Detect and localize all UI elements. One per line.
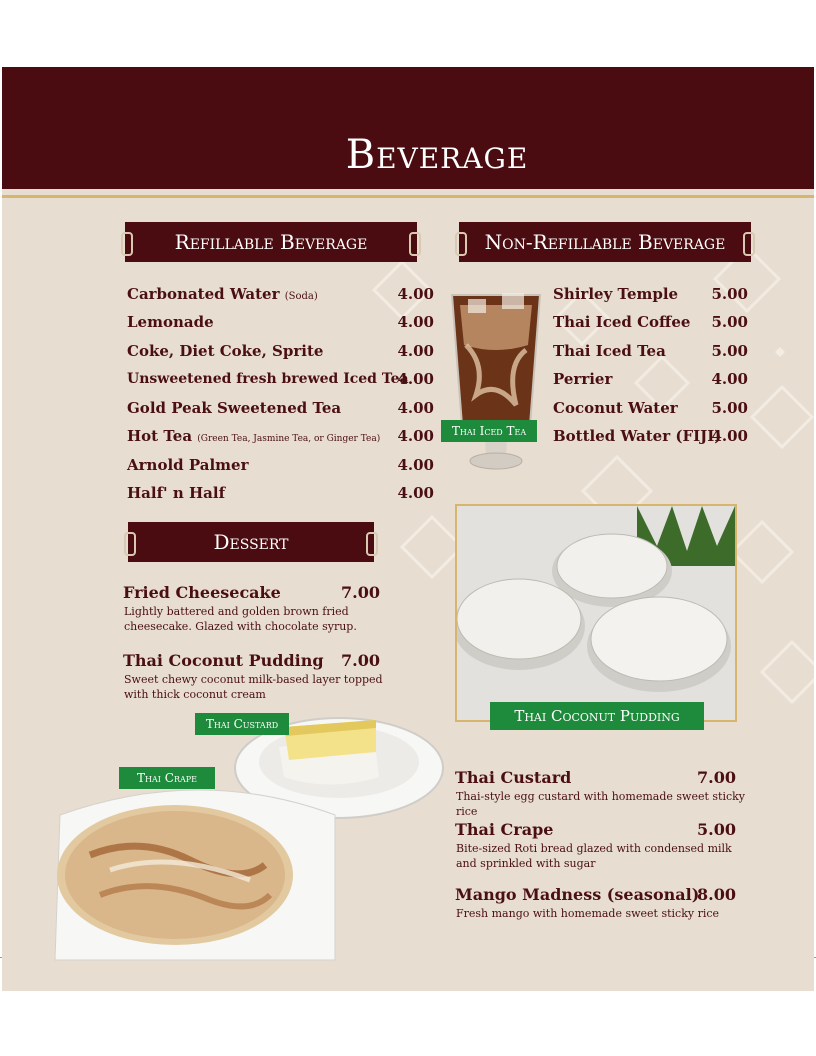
list-item — [127, 398, 341, 418]
list-item — [553, 284, 678, 304]
list-item — [127, 341, 323, 361]
dessert-item-price: 5.00 — [697, 820, 736, 839]
item-name: Half' n Half — [127, 484, 226, 502]
item-name: Arnold Palmer — [127, 456, 249, 474]
photo-label-coconut-pudding: Thai Coconut Pudding — [490, 702, 704, 730]
item-price: 5.00 — [711, 313, 748, 331]
dessert-item-price: 7.00 — [697, 768, 736, 787]
item-price: 4.00 — [397, 427, 434, 445]
list-item — [553, 312, 690, 332]
item-price: 4.00 — [397, 484, 434, 502]
item-price: 4.00 — [397, 285, 434, 303]
list-item — [127, 483, 225, 503]
pudding-dishes-icon — [457, 506, 735, 720]
dessert-item-name: Thai Coconut Pudding — [123, 651, 324, 670]
item-name: Coke, Diet Coke, Sprite — [127, 342, 324, 360]
dessert-item-desc: Thai-style egg custard with homemade sweet sticky rice — [456, 790, 746, 818]
item-price: 4.00 — [397, 399, 434, 417]
nonrefillable-heading — [459, 222, 751, 262]
item-price: 4.00 — [711, 370, 748, 388]
item-name: Thai Iced Coffee — [553, 313, 691, 331]
dessert-item-desc: Bite-sized Roti bread glazed with condensed milk and sprinkled with sugar — [456, 842, 732, 870]
item-name: Coconut Water — [553, 399, 678, 417]
item-name: Perrier — [553, 370, 613, 388]
item-price: 5.00 — [711, 399, 748, 417]
page-title: Beverage — [345, 132, 529, 178]
list-item — [127, 312, 214, 332]
item-name: Gold Peak Sweetened Tea — [127, 399, 342, 417]
item-price: 4.00 — [711, 427, 748, 445]
photo-label-custard: Thai Custard — [195, 713, 289, 735]
list-item — [127, 455, 248, 475]
item-price: 4.00 — [397, 456, 434, 474]
item-name: Shirley Temple — [553, 285, 679, 303]
item-name: Lemonade — [127, 313, 214, 331]
refillable-heading-label: Refillable Beverage — [174, 230, 368, 254]
thai-crape-photo — [50, 775, 340, 965]
list-item — [127, 426, 380, 449]
item-price: 4.00 — [397, 370, 434, 388]
item-note: (Green Tea, Jasmine Tea, or Ginger Tea) — [197, 434, 381, 444]
item-name: Carbonated Water — [127, 285, 280, 303]
item-name: Hot Tea — [127, 427, 193, 445]
list-item — [127, 284, 318, 307]
dessert-heading — [128, 522, 374, 562]
item-price: 5.00 — [711, 285, 748, 303]
item-note: (Soda) — [284, 291, 318, 302]
list-item — [127, 369, 409, 389]
dessert-item-desc: Lightly battered and golden brown fried cheesecake. Glazed with chocolate syrup. — [124, 605, 357, 633]
coconut-pudding-photo — [455, 504, 737, 722]
item-price: 5.00 — [711, 342, 748, 360]
menu-page — [2, 67, 814, 991]
list-item — [553, 369, 612, 389]
dessert-item-price: 7.00 — [341, 583, 380, 602]
dessert-item-name: Fried Cheesecake — [123, 583, 281, 602]
item-price: 4.00 — [397, 342, 434, 360]
dessert-heading-label: Dessert — [213, 530, 289, 554]
list-item — [553, 398, 678, 418]
dessert-item-price: 7.00 — [341, 651, 380, 670]
dessert-item-name: Mango Madness (seasonal) — [455, 885, 700, 904]
dessert-item-name: Thai Custard — [455, 768, 572, 787]
item-name: Thai Iced Tea — [553, 342, 666, 360]
photo-label-crape: Thai Crape — [119, 767, 215, 789]
list-item — [553, 426, 721, 446]
dessert-item-name: Thai Crape — [455, 820, 554, 839]
photo-label-iced-tea: Thai Iced Tea — [441, 420, 537, 442]
refillable-heading — [125, 222, 417, 262]
item-name: Bottled Water (FIJI) — [553, 427, 722, 445]
nonrefillable-heading-label: Non-Refillable Beverage — [484, 230, 726, 254]
thai-iced-tea-photo — [446, 285, 546, 475]
dessert-item-desc: Sweet chewy coconut milk-based layer topped with thick coconut cream — [124, 673, 383, 701]
dessert-item-price: 8.00 — [697, 885, 736, 904]
list-item — [553, 341, 666, 361]
item-price: 4.00 — [397, 313, 434, 331]
dessert-item-desc: Fresh mango with homemade sweet sticky rice — [456, 907, 720, 920]
item-name: Unsweetened fresh brewed Iced Tea — [127, 371, 409, 387]
